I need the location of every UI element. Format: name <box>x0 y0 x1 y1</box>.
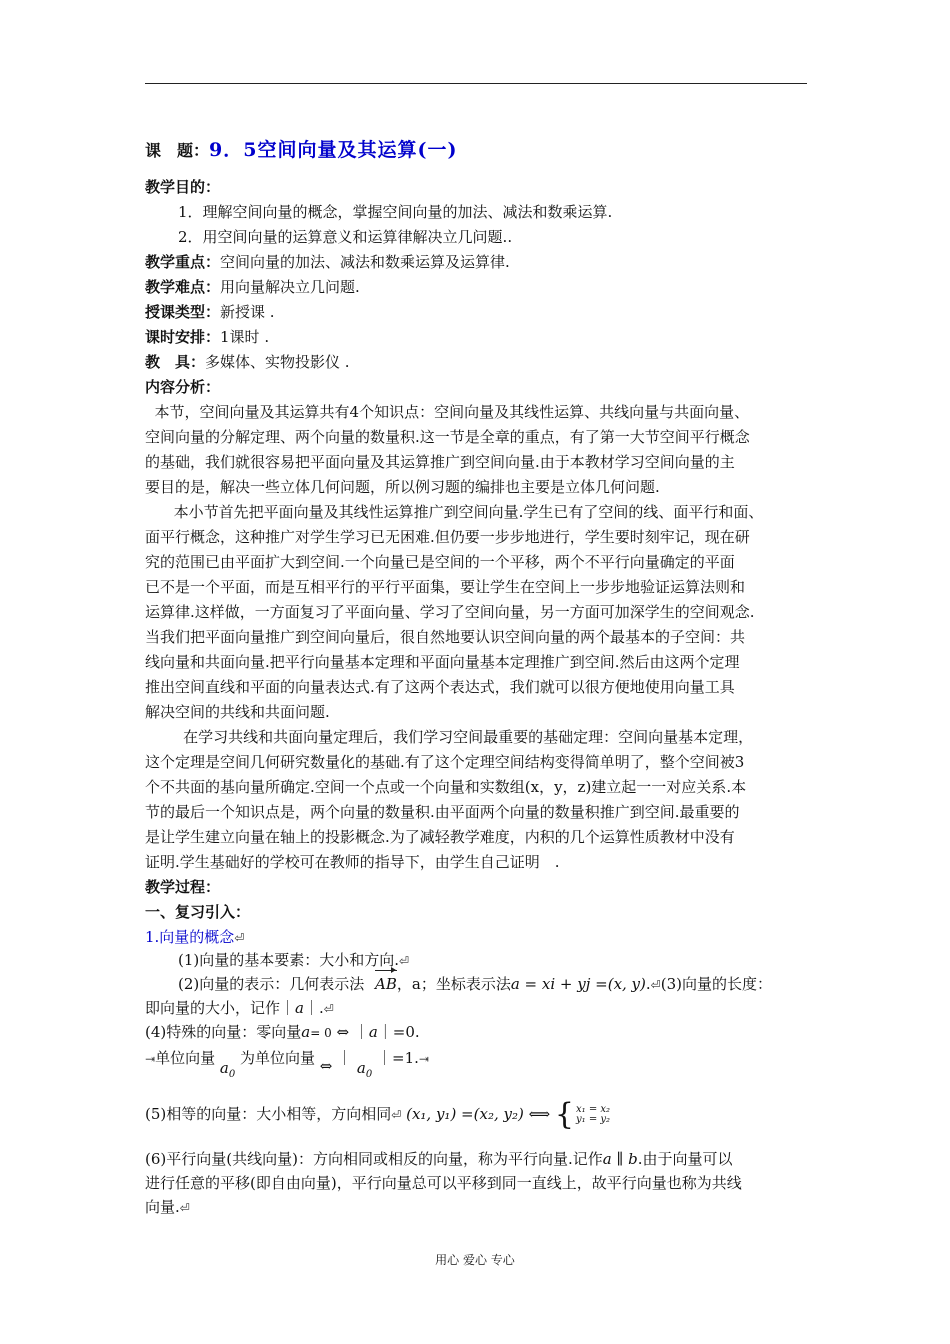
process-heading: 教学过程： <box>145 878 221 896</box>
anchor-mark-icon: ⇥ <box>145 1052 156 1066</box>
concept-unit <box>145 1048 429 1080</box>
anchor-mark-icon: ⇥ <box>418 1052 429 1066</box>
parallel-text: (6)平行向量(共线向量)：方向相同或相反的向量，称为平行向量.记作 <box>145 1150 603 1168</box>
return-mark-icon: ⏎ <box>323 1002 334 1016</box>
special-end: ｜=0. <box>377 1023 420 1041</box>
analysis-line: 究的范围已由平面扩大到空间.一个向量已是空间的一个平移，两个不平行向量确定的平面 <box>145 553 735 571</box>
equal-text: (5)相等的向量：大小相等，方向相同 <box>145 1105 392 1123</box>
objective-item: 1．理解空间向量的概念，掌握空间向量的加法、减法和数乘运算. <box>178 203 613 221</box>
analysis-line: 本节，空间向量及其运算共有4个知识点：空间向量及其线性运算、共线向量与共面向量、 <box>145 403 750 421</box>
special-text: (4)特殊的向量：零向量 <box>145 1023 302 1041</box>
analysis-line: 证明.学生基础好的学校可在教师的指导下，由学生自己证明 . <box>145 853 560 871</box>
return-mark-icon: ⏎ <box>234 931 245 945</box>
concept-heading <box>145 927 244 948</box>
schedule <box>145 327 269 347</box>
analysis-line: 的基础，我们就很容易把平面向量及其运算推广到空间向量.由于本教材学习空间向量的主 <box>145 453 735 471</box>
title-label: 课 题： <box>145 141 210 160</box>
special-equiv: ⇔ ｜ <box>336 1023 369 1041</box>
difficulties-label: 教学难点： <box>145 278 221 296</box>
analysis-line: 要目的是，解决一些立体几何问题，所以例习题的编排也主要是立体几何问题. <box>145 478 660 496</box>
analysis-line: 面平行概念，这种推广对学生学习已无困难.但仍要一步步地进行，学生要时刻牢记，现在研 <box>145 528 750 546</box>
analysis-line: 推出空间直线和平面的向量表达式.有了这两个表达式，我们就可以很方便地使用向量工具 <box>145 678 735 696</box>
objective-item: 2．用空间向量的运算意义和运算律解决立几问题.. <box>178 228 513 246</box>
parallel-text-2: .由于向量可以 <box>637 1150 733 1168</box>
length-end: ｜. <box>303 999 324 1017</box>
parallel-formula: a ∥ b <box>602 1150 638 1168</box>
section1-heading: 一、复习引入： <box>145 903 251 921</box>
unit-var-b: a <box>356 1059 366 1077</box>
return-mark-icon: ⏎ <box>650 978 661 992</box>
analysis-line: 节的最后一个知识点是，两个向量的数量积.由平面两个向量的数量积推广到空间.最重要的 <box>145 803 740 821</box>
repr-end: . <box>645 975 651 993</box>
tools-label: 教 具： <box>145 353 206 371</box>
objectives-heading: 教学目的： <box>145 178 221 196</box>
length-text-2: 即向量的大小，记作｜ <box>145 999 296 1017</box>
concept-representation <box>178 974 772 995</box>
length-var: a <box>295 999 304 1017</box>
concept-parallel-2: 进行任意的平移(即自由向量)，平行向量总可以平移到同一直线上，故平行向量也称为共线 <box>145 1174 742 1192</box>
tools-text: 多媒体、实物投影仪 . <box>205 353 350 371</box>
concept-parallel-1 <box>145 1149 733 1169</box>
concept-elements-text: (1)向量的基本要素：大小和方向. <box>178 951 400 969</box>
equal-formula: (x₁, y₁) =(x₂, y₂) <box>406 1105 524 1123</box>
special-var: a <box>301 1023 311 1041</box>
analysis-line: 解决空间的共线和共面问题. <box>145 703 330 721</box>
brace-icon: { <box>554 1097 575 1132</box>
unit-var-a: a <box>219 1059 229 1077</box>
repr-text-2: ，a；坐标表示法 <box>396 975 511 993</box>
return-mark-icon: ⏎ <box>179 1201 190 1215</box>
concept-heading-text: 1.向量的概念 <box>145 928 235 946</box>
analysis-line: 运算律.这样做，一方面复习了平面向量、学习了空间向量，另一方面可加深学生的空间观念. <box>145 603 755 621</box>
equal-iff: ⟺ <box>528 1105 551 1123</box>
analysis-heading: 内容分析： <box>145 378 221 396</box>
lesson-title <box>145 140 457 161</box>
equal-system <box>576 1105 610 1125</box>
key-points-text: 空间向量的加法、减法和数乘运算及运算律. <box>220 253 510 271</box>
concept-length <box>145 998 334 1019</box>
analysis-line: 已不是一个平面，而是互相平行的平行平面集，要让学生在空间上一步步地验证运算法则和 <box>145 578 746 596</box>
special-zero: = 0 <box>310 1026 332 1040</box>
parallel-text-3: 向量. <box>145 1198 180 1216</box>
analysis-line: 空间向量的分解定理、两个向量的数量积.这一节是全章的重点，有了第一大节空间平行概念 <box>145 428 750 446</box>
key-points <box>145 252 510 272</box>
unit-equiv: ⇔ <box>319 1057 333 1075</box>
difficulties-text: 用向量解决立几问题. <box>220 278 360 296</box>
concept-equal <box>145 1097 611 1132</box>
page-footer: 用心 爱心 专心 <box>435 1253 515 1267</box>
unit-end: ｜=1. <box>377 1049 419 1067</box>
analysis-line: 本小节首先把平面向量及其线性运算推广到空间向量.学生已有了空间的线、面平行和面、 <box>145 503 764 521</box>
concept-elements <box>178 950 409 971</box>
vector-ab: AB <box>375 975 397 993</box>
return-mark-icon: ⏎ <box>391 1108 402 1122</box>
unit-text: 单位向量 <box>155 1049 216 1067</box>
equal-sys-1: x₁ = x₂ <box>576 1104 611 1115</box>
schedule-text: 1课时 . <box>220 328 270 346</box>
analysis-line: 这个定理是空间几何研究数量化的基础.有了这个定理空间结构变得简单明了，整个空间被3 <box>145 753 745 771</box>
repr-text: (2)向量的表示：几何表示法 <box>178 975 365 993</box>
lesson-type-label: 授课类型： <box>145 303 221 321</box>
concept-parallel-3 <box>145 1197 190 1218</box>
title-text: 9．5空间向量及其运算(一) <box>209 139 458 161</box>
difficulties <box>145 277 360 297</box>
analysis-line: 线向量和共面向量.把平行向量基本定理和平面向量基本定理推广到空间.然后由这两个定理 <box>145 653 740 671</box>
concept-special <box>145 1022 420 1043</box>
analysis-line: 当我们把平面向量推广到空间向量后，很自然地要认识空间向量的两个最基本的子空间：共 <box>145 628 746 646</box>
length-text: (3)向量的长度： <box>660 975 772 993</box>
analysis-line: 在学习共线和共面向量定理后，我们学习空间最重要的基础定理：空间向量基本定理， <box>145 728 754 746</box>
equal-sys-2: y₁ = y₂ <box>576 1114 611 1125</box>
return-mark-icon: ⏎ <box>399 954 410 968</box>
tools <box>145 352 350 372</box>
key-points-label: 教学重点： <box>145 253 221 271</box>
unit-var: $a_0$ <box>219 1059 236 1080</box>
unit-bar: ｜ <box>337 1049 353 1067</box>
special-var-2: a <box>368 1023 378 1041</box>
analysis-line: 是让学生建立向量在轴上的投影概念.为了减轻教学难度，内积的几个运算性质教材中没有 <box>145 828 735 846</box>
lesson-type-text: 新授课 . <box>220 303 275 321</box>
lesson-type <box>145 302 275 322</box>
analysis-line: 个不共面的基向量所确定.空间一个点或一个向量和实数组(x，y，z)建立起一一对应关系.本 <box>145 778 747 796</box>
schedule-label: 课时安排： <box>145 328 221 346</box>
coordinate-formula: a = xi + yj =(x, y) <box>510 975 646 993</box>
header-rule <box>145 83 807 84</box>
unit-var-2: $a_0$ <box>356 1059 373 1080</box>
unit-text-2: 为单位向量 <box>239 1049 315 1067</box>
